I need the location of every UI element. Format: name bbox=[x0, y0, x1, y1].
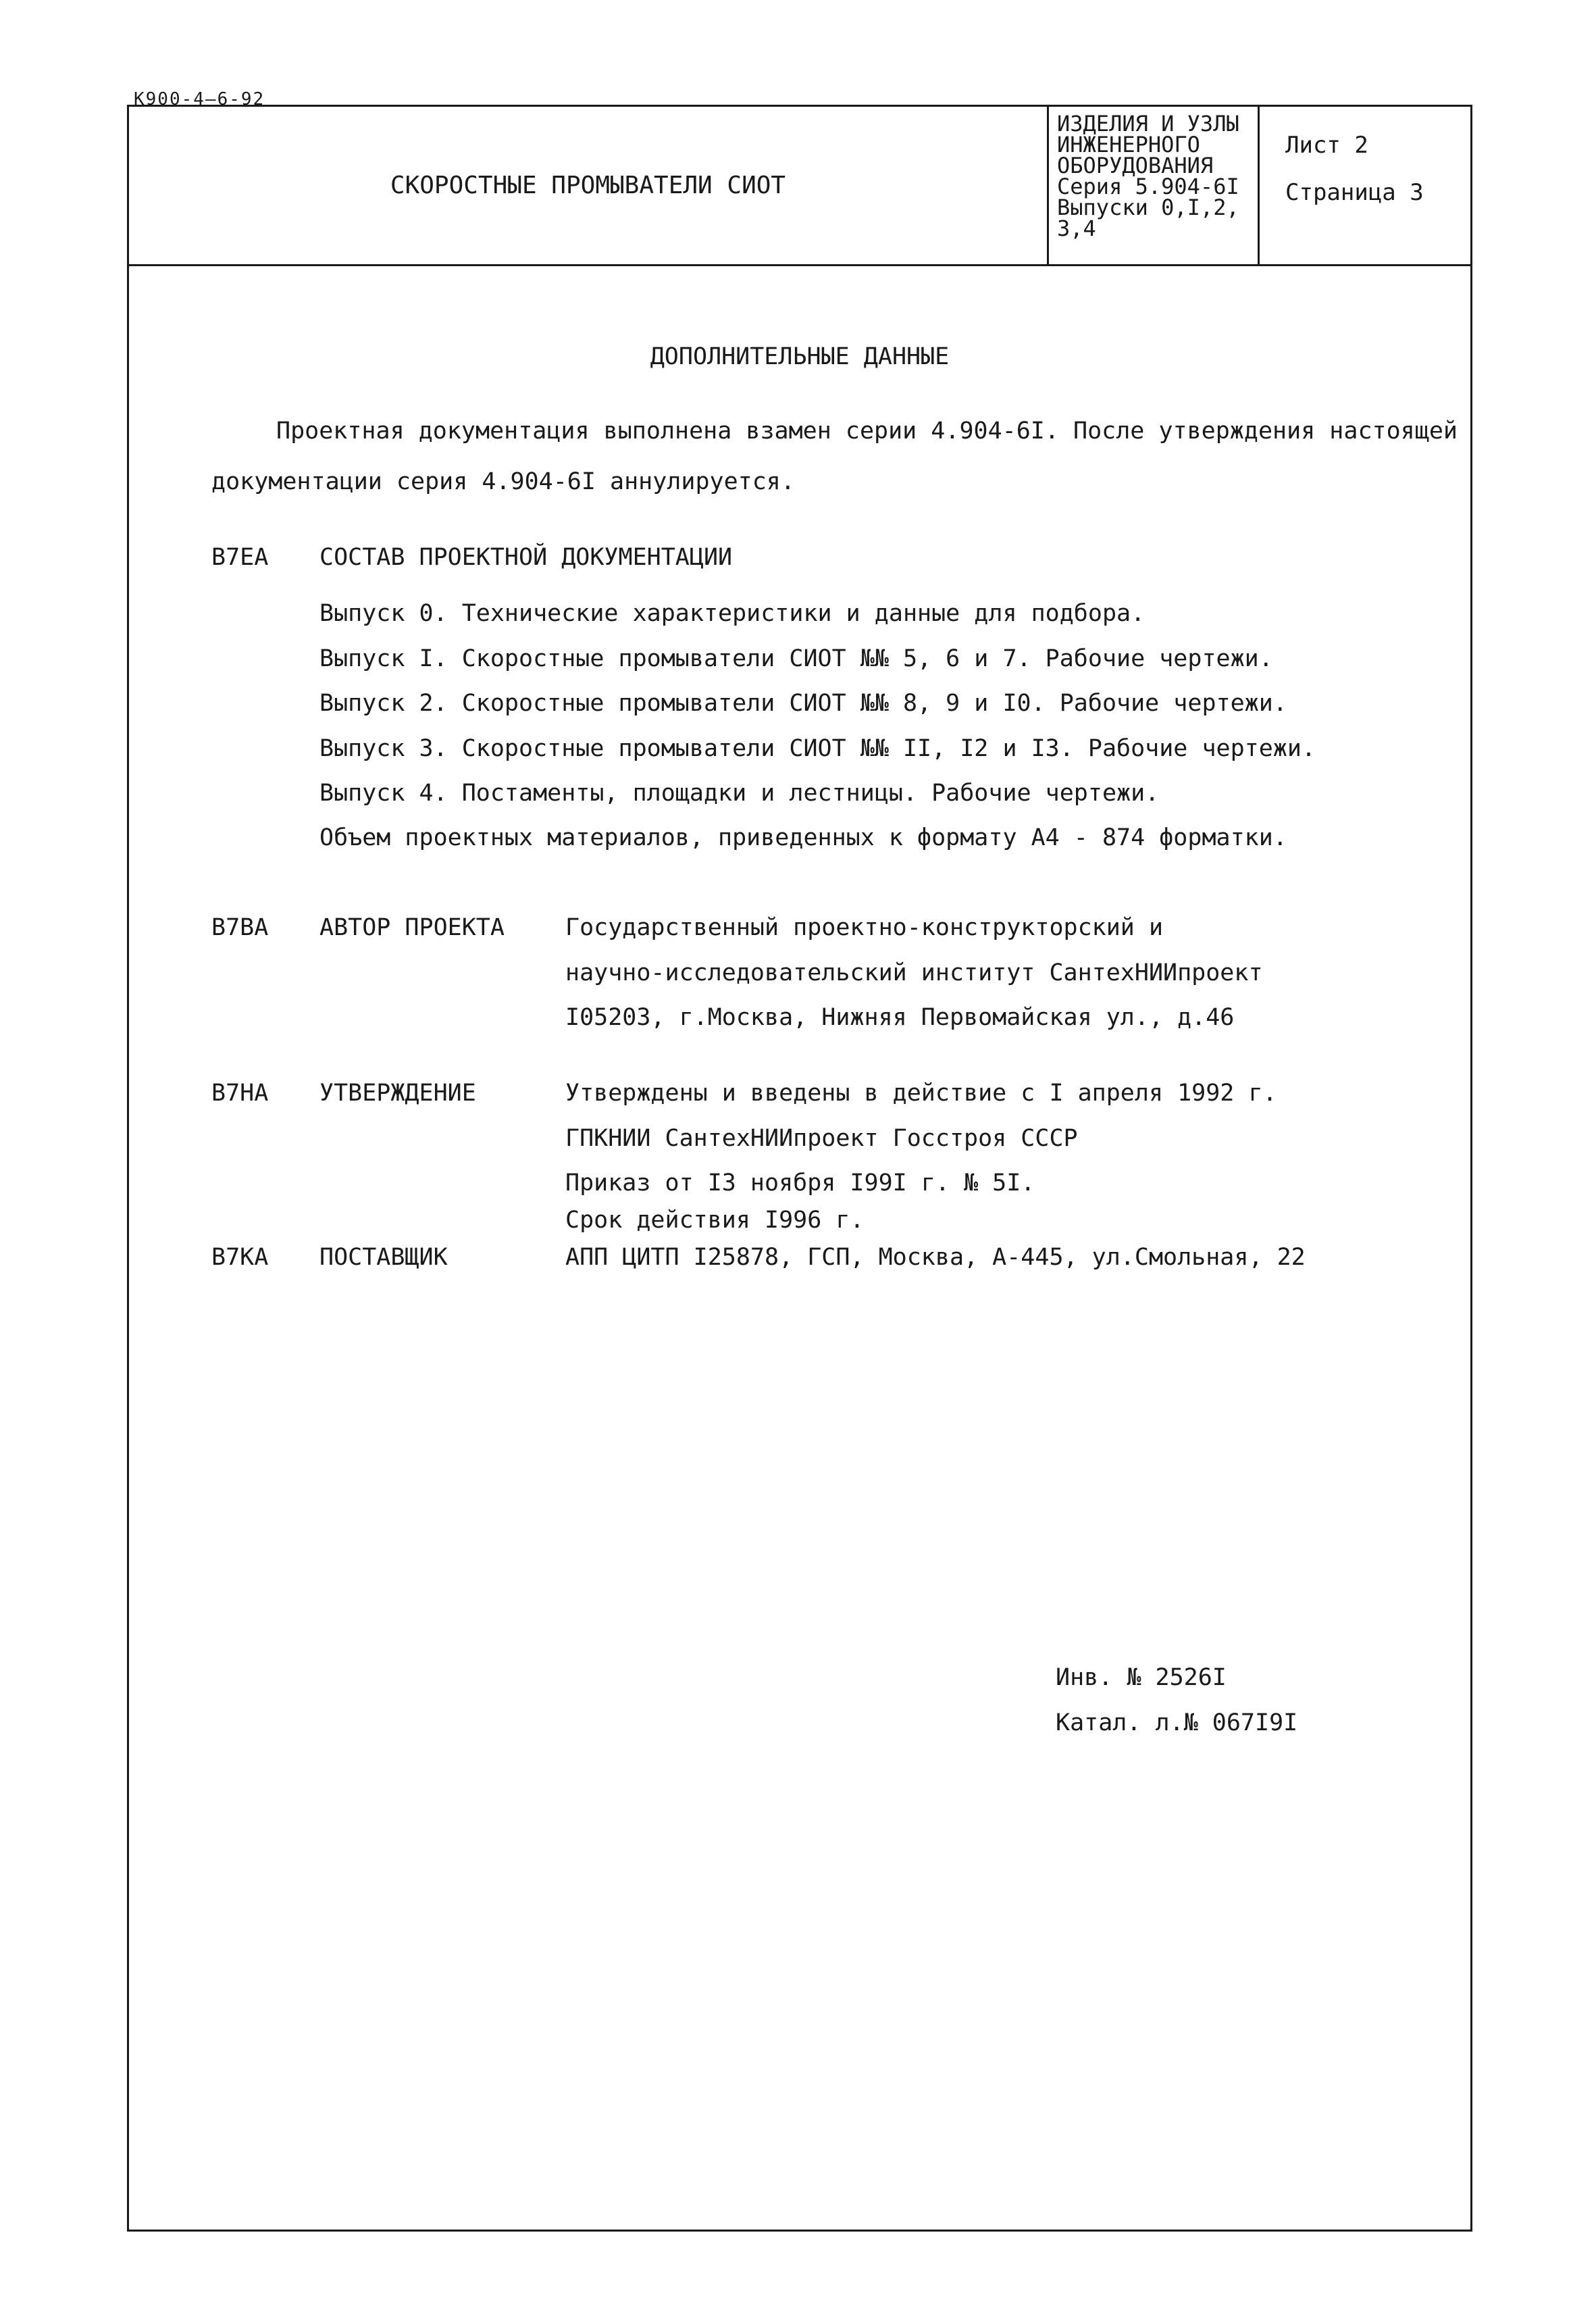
supplier-code: В7КА bbox=[211, 1244, 269, 1271]
approval-label: УТВЕРЖДЕНИЕ bbox=[319, 1080, 476, 1107]
page-number: Страница 3 bbox=[1285, 179, 1424, 206]
approval-validity: Срок действия I996 г. bbox=[565, 1207, 865, 1234]
section-title: ДОПОЛНИТЕЛЬНЫЕ ДАННЫЕ bbox=[650, 343, 950, 370]
series-line: Серия 5.904-6I bbox=[1057, 174, 1239, 199]
supplier-label: ПОСТАВЩИК bbox=[319, 1244, 448, 1271]
author-code: В7ВА bbox=[211, 914, 269, 941]
issue-line: Выпуск 2. Скоростные промыватели СИОТ №№ 8, 9 и I0. Рабочие чертежи. bbox=[319, 690, 1287, 717]
supplier-line: АПП ЦИТП I25878, ГСП, Москва, А-445, ул.Смольная, 22 bbox=[565, 1244, 1306, 1271]
issue-line: Выпуск 0. Технические характеристики и данные для подбора. bbox=[319, 600, 1145, 627]
composition-label: СОСТАВ ПРОЕКТНОЙ ДОКУМЕНТАЦИИ bbox=[319, 544, 733, 571]
composition-code: В7ЕА bbox=[211, 544, 269, 571]
approval-line: ГПКНИИ СантехНИИпроект Госстроя СССР bbox=[565, 1125, 1078, 1152]
volume-line: Объем проектных материалов, приведенных к формату А4 - 874 форматки. bbox=[319, 824, 1287, 851]
inventory-number: Инв. № 2526I bbox=[1056, 1664, 1227, 1691]
approval-line: Утверждены и введены в действие с I апреля 1992 г. bbox=[565, 1080, 1277, 1107]
series-line: ИНЖЕНЕРНОГО bbox=[1057, 132, 1200, 157]
series-line: Выпуски 0,I,2, bbox=[1057, 195, 1239, 220]
approval-order: Приказ от I3 ноября I99I г. № 5I. bbox=[565, 1169, 1035, 1197]
page-frame bbox=[127, 105, 1472, 2232]
sheet-number: Лист 2 bbox=[1285, 132, 1368, 159]
document-title: СКОРОСТНЫЕ ПРОМЫВАТЕЛИ СИОТ bbox=[129, 107, 1049, 264]
sheet-info bbox=[1260, 107, 1470, 264]
approval-code: В7НА bbox=[211, 1080, 269, 1107]
author-label: АВТОР ПРОЕКТА bbox=[319, 914, 505, 941]
author-line: научно-исследовательский институт СантехНИИпроект bbox=[565, 959, 1263, 986]
title-block bbox=[129, 107, 1470, 266]
series-line: ИЗДЕЛИЯ И УЗЛЫ bbox=[1057, 111, 1239, 136]
issue-line: Выпуск I. Скоростные промыватели СИОТ №№ 5, 6 и 7. Рабочие чертежи. bbox=[319, 645, 1273, 672]
author-address: I05203, г.Москва, Нижняя Первомайская ул., д.46 bbox=[565, 1004, 1235, 1031]
series-info bbox=[1049, 107, 1260, 264]
issue-line: Выпуск 3. Скоростные промыватели СИОТ №№ II, I2 и I3. Рабочие чертежи. bbox=[319, 735, 1316, 762]
author-line: Государственный проектно-конструкторский и bbox=[565, 914, 1164, 941]
catalog-number: Катал. л.№ 067I9I bbox=[1056, 1709, 1298, 1736]
issue-line: Выпуск 4. Постаменты, площадки и лестницы. Рабочие чертежи. bbox=[319, 780, 1160, 807]
intro-line-1: Проектная документация выполнена взамен серии 4.904-6I. После утверждения настоящей bbox=[276, 418, 1458, 445]
series-line: ОБОРУДОВАНИЯ bbox=[1057, 153, 1214, 178]
intro-line-2: документации серия 4.904-6I аннулируется. bbox=[211, 468, 795, 495]
series-line: 3,4 bbox=[1057, 216, 1096, 241]
document-code: К900-4—6-92 bbox=[134, 89, 265, 109]
